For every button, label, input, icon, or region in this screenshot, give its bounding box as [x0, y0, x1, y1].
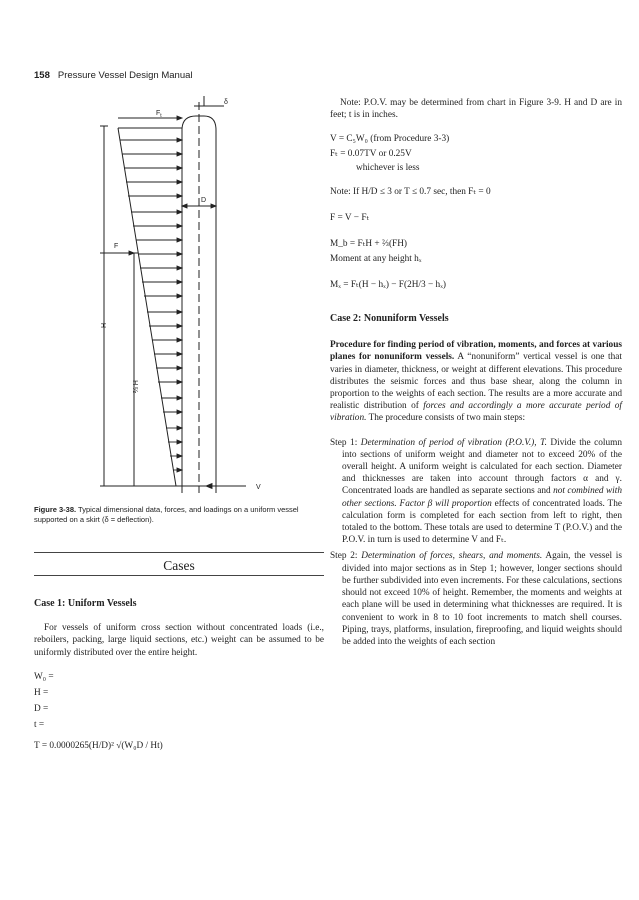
d-arrowhead-right: [211, 204, 216, 208]
vessel-loading-diagram: [96, 88, 326, 498]
page-number: 158: [34, 70, 50, 81]
two-thirds-h-label: ⅔ H: [133, 380, 140, 393]
section-rule-bottom: [34, 575, 324, 576]
figure-caption-label: Figure 3-38.: [34, 505, 77, 514]
eq-mx: Mₓ = Fₜ(H − hₓ) − F(2H/3 − hₓ): [330, 279, 446, 290]
d-arrowhead-left: [182, 204, 187, 208]
figure-caption-text: Typical dimensional data, forces, and loadings on a uniform vessel supported on a skirt (δ = deflection).: [34, 505, 299, 524]
procedure-heading: Procedure for finding period of vibration, moments, and forces at various planes for nonuniform vessels.: [330, 340, 622, 363]
v-label: V: [256, 484, 261, 491]
case2-heading: Case 2: Nonuniform Vessels: [330, 313, 449, 325]
delta-label: δ: [224, 99, 228, 106]
right-column: [330, 97, 622, 648]
left-column: [34, 598, 324, 752]
vessel-outline: [182, 116, 216, 493]
t-formula: T = 0.0000265(H/D)² √(W₀D / Ht): [34, 740, 163, 751]
moment-line: Moment at any height hₓ: [330, 253, 422, 264]
eq-whichever: whichever is less: [356, 162, 420, 173]
d-label: D: [201, 197, 207, 204]
var-t: t =: [34, 720, 45, 731]
eq-f: F = V − Fₜ: [330, 213, 370, 224]
ft-label: $F_t$: [156, 110, 162, 119]
page-header: [34, 70, 193, 81]
note-hd: Note: If H/D ≤ 3 or T ≤ 0.7 sec, then Fₜ = 0: [330, 187, 491, 198]
eq-ft: Fₜ = 0.07TV or 0.25V: [330, 148, 412, 159]
note-pov: Note: P.O.V. may be determined from chart in Figure 3-9. H and D are in feet; t is in inches.: [330, 98, 622, 121]
h-label: H: [101, 322, 108, 328]
eq-v: V = C₅W₀ (from Procedure 3-3): [330, 134, 450, 145]
eq-mb: M_b = FₜH + ⅔(FH): [330, 239, 408, 250]
step-2: Step 2: Determination of forces, shears, and moments. Again, the vessel is divided into major sections as in Step 1; however, longer sections should be further subdivided into even increments. For these calculations, sections should not exceed 10% of height. Remember, the moments and weights at each plane will be used in determining what thicknesses are required. It is convenient to work in 8 to 10 foot increments to match shell courses. Piping, trays, platforms, insulation, fireproofing, and liquid weights should be added into the weights of each section: [330, 551, 622, 647]
case1-heading: Case 1: Uniform Vessels: [34, 598, 137, 609]
v-arrowhead: [206, 484, 212, 489]
var-w0: W₀ =: [34, 671, 54, 682]
cases-heading: Cases: [163, 558, 195, 573]
step-1: Step 1: Determination of period of vibration (P.O.V.), T. Divide the column into sections of uniform weight and diameter not to exceed 20% of the overall height. A uniform weight is calculated for each section. Diameter and thicknesses are taken into account through factors α and γ. Concentrated loads are handled as separate sections and not combined with other sections. Factor β will proportion effects of concentrated loads. The calculation form is completed for each section from left to right, then totaled to the bottom. These totals are used to determine T (P.O.V.) and the P.O.V. in turn is used to determine V and Fₜ.: [330, 437, 622, 546]
var-d: D =: [34, 704, 49, 715]
procedure-paragraph: Procedure for finding period of vibration, moments, and forces at various planes for nonuniform vessels. A “nonuniform” vertical vessel is one that varies in diameter, thickness, or weight at different elevations. This procedure distributes the seismic forces and thus base shear, along the column in proportion to the weights of each section. The results are a more accurate and realistic distribution of forces and accordingly a more accurate period of vibration. The procedure consists of two main steps:: [330, 340, 622, 424]
running-title: Pressure Vessel Design Manual: [57, 70, 193, 81]
f-arrowhead: [129, 251, 134, 255]
ft-arrowhead: [177, 116, 182, 120]
section-rule-top: [34, 552, 324, 553]
f-label: F: [114, 243, 119, 250]
figure-caption: [34, 505, 324, 525]
case1-paragraph: For vessels of uniform cross section without concentrated loads (i.e., reboilers, packing, large liquid sections, etc.) weight can be assumed to be uniformly distributed over the entire height.: [34, 623, 324, 658]
var-h: H =: [34, 688, 49, 699]
